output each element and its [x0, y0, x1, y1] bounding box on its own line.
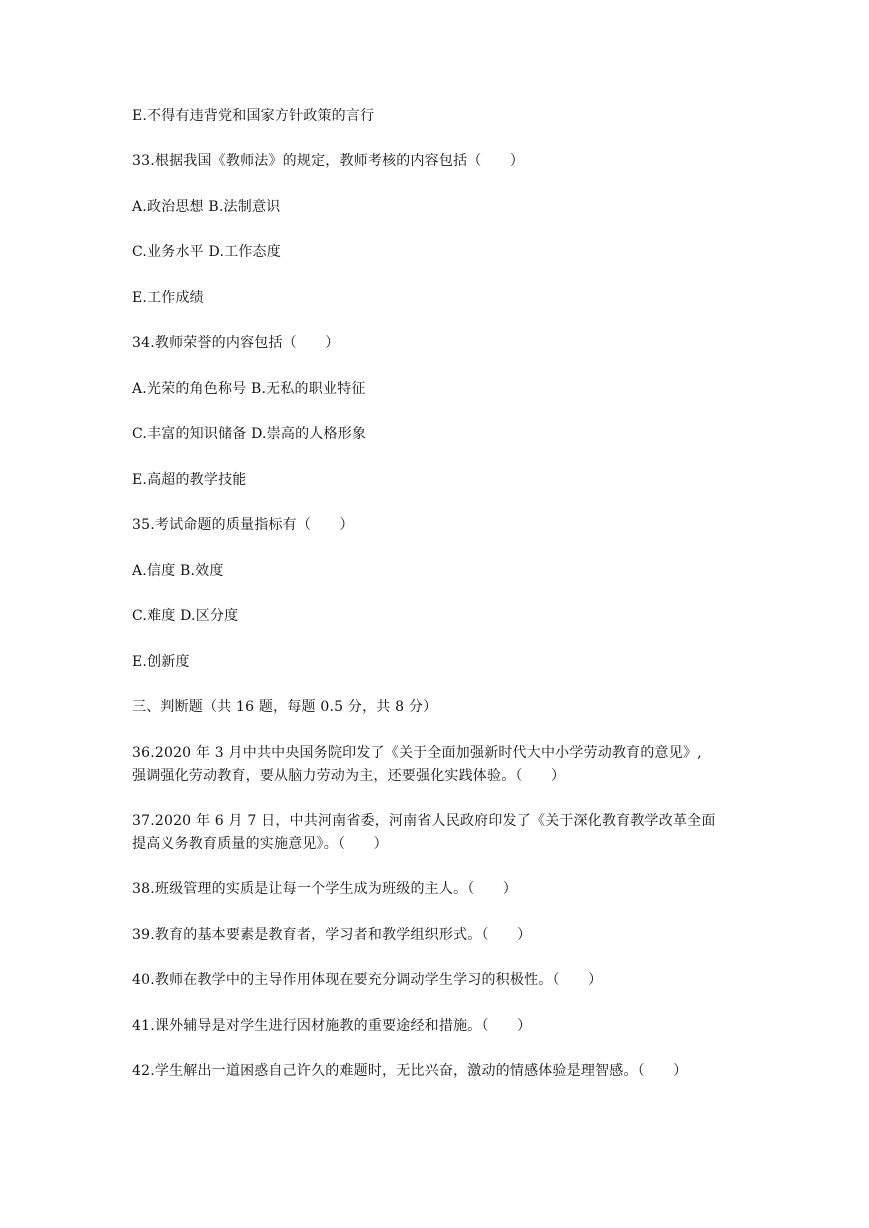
option-line: E.创新度 — [132, 654, 190, 670]
option-line: E.高超的教学技能 — [132, 472, 247, 488]
question-41: 41.课外辅导是对学生进行因材施教的重要途经和措施。（ ） — [132, 1018, 532, 1034]
option-line: E.工作成绩 — [132, 290, 204, 306]
question-38: 38.班级管理的实质是让每一个学生成为班级的主人。（ ） — [132, 881, 518, 897]
question-33: 33.根据我国《教师法》的规定，教师考核的内容包括（ ） — [132, 153, 525, 169]
section-heading: 三、判断题（共 16 题，每题 0.5 分，共 8 分） — [132, 699, 438, 715]
question-36-line-2: 强调强化劳动教育，要从脑力劳动为主，还要强化实践体验。（ ） — [132, 768, 566, 784]
question-39: 39.教育的基本要素是教育者，学习者和教学组织形式。（ ） — [132, 927, 532, 943]
question-37-line-2: 提高义务教育质量的实施意见》。（ ） — [132, 836, 388, 852]
question-40: 40.教师在教学中的主导作用体现在要充分调动学生学习的积极性。（ ） — [132, 972, 603, 988]
option-line: C.业务水平 D.工作态度 — [132, 244, 281, 260]
question-35: 35.考试命题的质量指标有（ ） — [132, 517, 354, 533]
question-36-line-1: 36.2020 年 3 月中共中央国务院印发了《关于全面加强新时代大中小学劳动教育的意见》, — [132, 745, 702, 761]
option-line: A.政治思想 B.法制意识 — [132, 199, 281, 215]
option-line: E.不得有违背党和国家方针政策的言行 — [132, 108, 375, 124]
question-37-line-1: 37.2020 年 6 月 7 日，中共河南省委，河南省人民政府印发了《关于深化教育教学改革全面 — [132, 813, 716, 829]
option-line: C.丰富的知识储备 D.崇高的人格形象 — [132, 426, 367, 442]
question-42: 42.学生解出一道困惑自己许久的难题时，无比兴奋，激动的情感体验是理智感。（ ） — [132, 1063, 688, 1079]
question-34: 34.教师荣誉的内容包括（ ） — [132, 335, 340, 351]
option-line: A.光荣的角色称号 B.无私的职业特征 — [132, 381, 366, 397]
option-line: C.难度 D.区分度 — [132, 608, 239, 624]
option-line: A.信度 B.效度 — [132, 563, 224, 579]
